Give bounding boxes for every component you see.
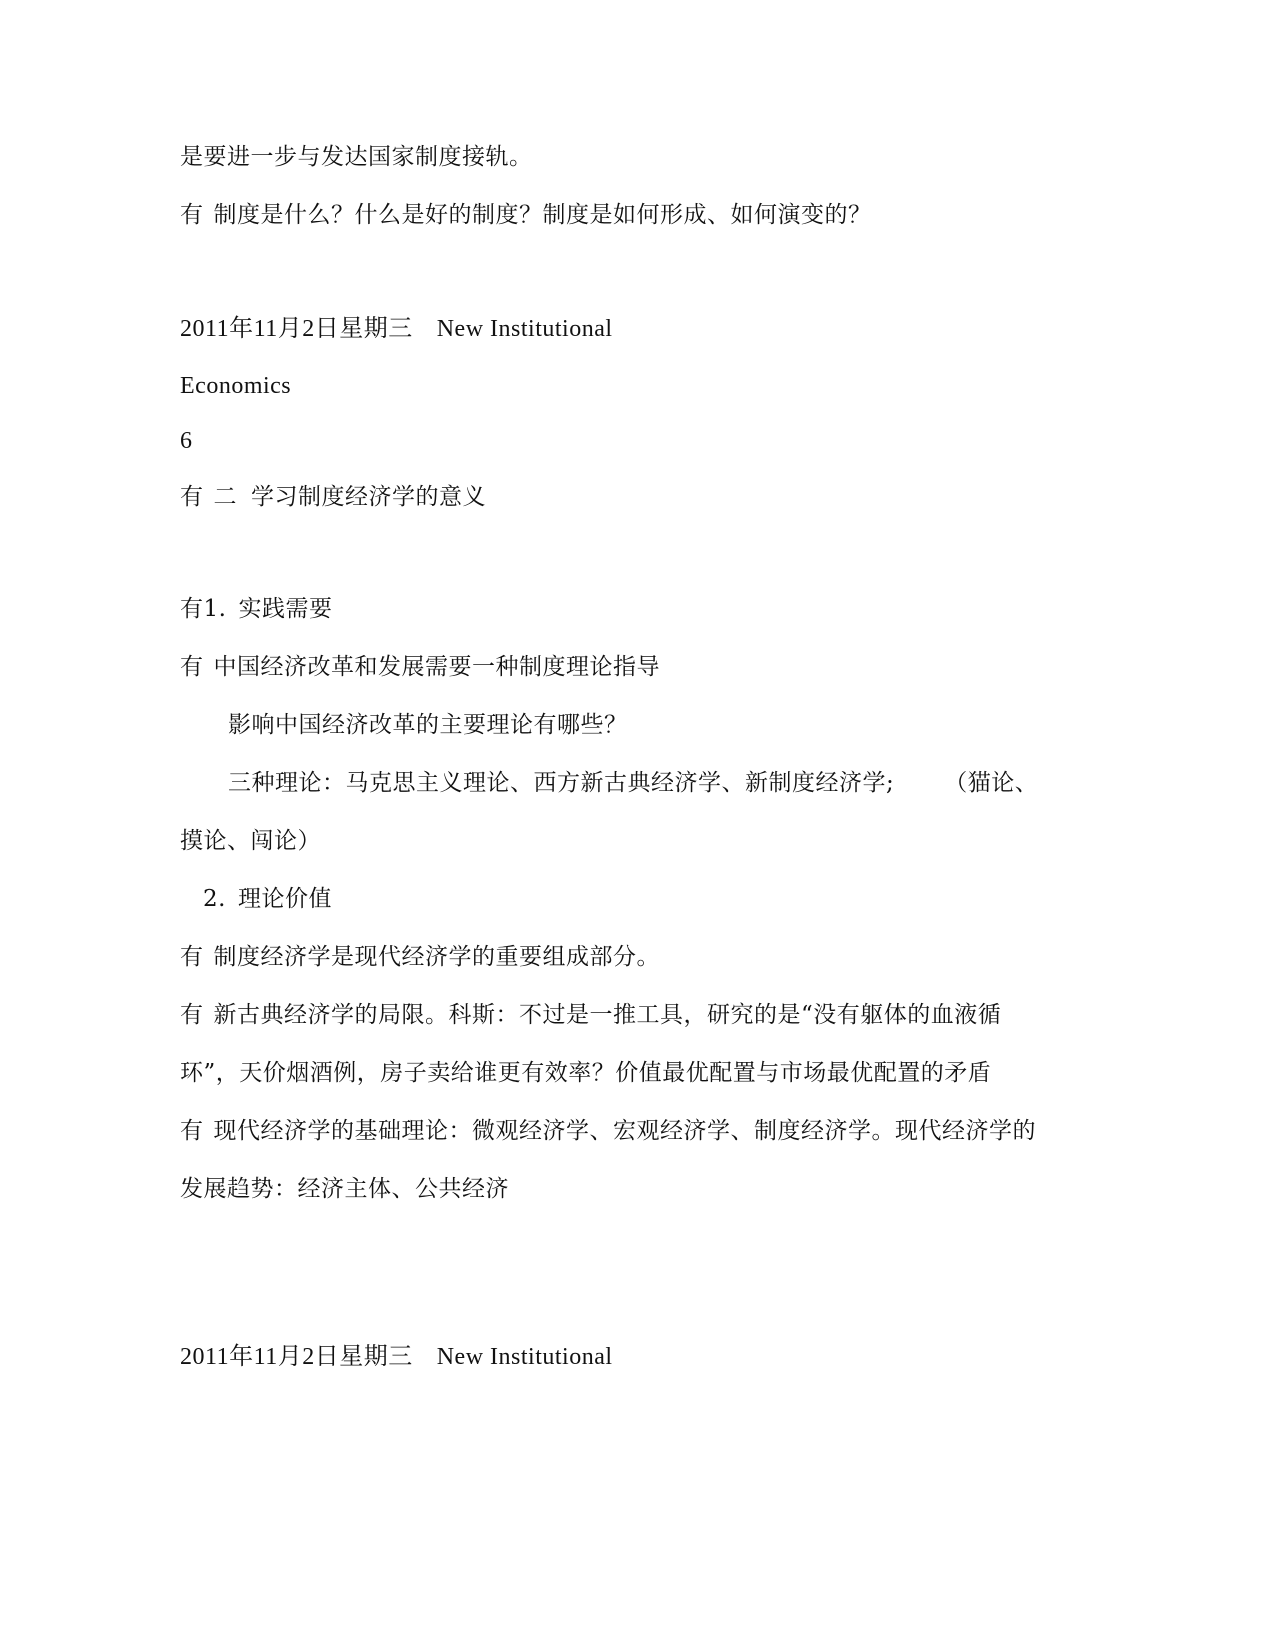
text-line-16: [180, 1174, 509, 1204]
section-numeral: 二: [213, 484, 237, 510]
paragraph-text: 新古典经济学的局限。科斯：不过是一推工具，研究的是“没有躯体的血液循: [213, 1002, 1002, 1028]
page-number-value: 6: [180, 428, 193, 454]
question-line: 制度是什么？什么是好的制度？制度是如何形成、如何演变的？: [213, 202, 872, 228]
text-line-1: [180, 142, 533, 172]
section-heading: [180, 482, 486, 512]
paragraph-text: 制度经济学是现代经济学的重要组成部分。: [213, 944, 660, 970]
item-number: 1.: [203, 596, 227, 622]
item-title: 理论价值: [237, 886, 332, 912]
paragraph-text-tail: （猫论、: [944, 770, 1039, 796]
paragraph-text: 摸论、闯论）: [180, 828, 321, 854]
paragraph-text: 环”，天价烟酒例，房子卖给谁更有效率？价值最优配置与市场最优配置的矛盾: [180, 1060, 992, 1086]
paragraph-text: 中国经济改革和发展需要一种制度理论指导: [213, 654, 660, 680]
text-line-15: [180, 1116, 1036, 1146]
paragraph-text: 现代经济学的基础理论：微观经济学、宏观经济学、制度经济学。现代经济学的: [213, 1118, 1036, 1144]
bullet-glyph: 有: [180, 1118, 204, 1144]
text-line-2: [180, 200, 872, 230]
footer-line-3: [180, 1342, 613, 1372]
footer-line-2: [180, 371, 291, 401]
bullet-glyph: 有: [180, 596, 204, 622]
bullet-glyph: 有: [180, 654, 204, 680]
item-number: 2.: [203, 886, 226, 912]
footer-date: 2011年11月2日星期三: [180, 1344, 413, 1370]
footer-date: 2011年11月2日星期三: [180, 316, 413, 342]
paragraph-text: 发展趋势：经济主体、公共经济: [180, 1176, 509, 1202]
page-number: [180, 426, 193, 456]
item-title: 实践需要: [238, 596, 333, 622]
bullet-glyph: 有: [180, 1002, 204, 1028]
text-line-12: [180, 942, 660, 972]
footer-line-1: [180, 314, 613, 344]
item-1-heading: [180, 594, 332, 624]
text-line-13: [180, 1000, 1001, 1030]
paragraph-text: 影响中国经济改革的主要理论有哪些？: [228, 712, 628, 738]
section-title: 学习制度经济学的意义: [251, 484, 486, 510]
bullet-glyph: 有: [180, 484, 204, 510]
item-2-heading: [203, 884, 332, 914]
text-line-9: [228, 768, 1038, 798]
bullet-glyph: 有: [180, 202, 204, 228]
footer-course: New Institutional: [436, 1344, 613, 1370]
continued-sentence: 是要进一步与发达国家制度接轨。: [180, 144, 533, 170]
footer-course: New Institutional: [436, 316, 613, 342]
text-line-14: [180, 1058, 991, 1088]
text-line-8: [228, 710, 628, 740]
bullet-glyph: 有: [180, 944, 204, 970]
paragraph-text: 三种理论：马克思主义理论、西方新古典经济学、新制度经济学;: [228, 770, 895, 796]
text-line-10: [180, 826, 321, 856]
text-line-7: [180, 652, 660, 682]
footer-course-continued: Economics: [180, 373, 292, 399]
